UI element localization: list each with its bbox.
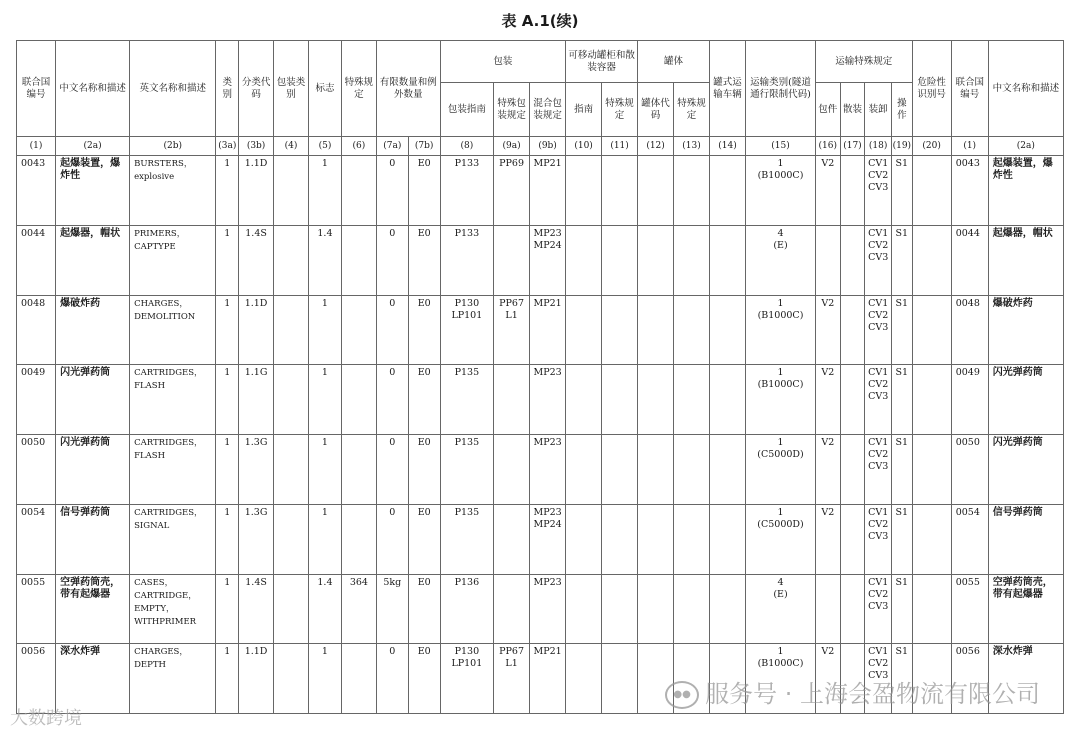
table-cell: 0055 [951,574,988,644]
table-cell [912,295,951,365]
table-cell: 1 [216,156,239,226]
header-portable-tanks: 可移动罐柜和散装容器 [566,41,638,83]
header-class-code: 分类代码 [239,41,274,137]
table-cell: 1 [216,225,239,295]
table-cell: 1 [309,644,342,714]
table-cell [840,225,865,295]
header-limited-excepted: 有限数量和例外数量 [376,41,440,137]
wechat-icon: ●● [665,681,699,709]
table-cell [274,574,309,644]
table-row [17,365,1064,435]
table-cell [840,574,865,644]
table-cell [341,504,376,574]
table-cell: PP67 L1 [494,644,530,714]
table-cell [274,295,309,365]
column-number: (18) [865,137,892,156]
table-cell: MP21 [530,156,566,226]
table-row [17,435,1064,505]
table-cell [840,504,865,574]
table-cell [602,504,638,574]
table-cell [341,435,376,505]
table-cell [274,644,309,714]
table-cell: 信号弹药筒 [56,504,130,574]
column-number: (12) [638,137,674,156]
table-cell: S1 [892,435,913,505]
table-cell: E0 [408,435,440,505]
header-name-en: 英文名称和描述 [130,41,216,137]
table-cell [815,225,840,295]
table-cell [602,225,638,295]
table-cell [638,156,674,226]
table-cell: MP23 [530,435,566,505]
table-cell: 0 [376,435,408,505]
table-cell: PP67 L1 [494,295,530,365]
table-cell [494,365,530,435]
table-cell [494,574,530,644]
table-cell: E0 [408,644,440,714]
header-mixed-pack: 混合包装规定 [530,83,566,137]
table-cell: 0055 [17,574,56,644]
table-cell: 信号弹药筒 [988,504,1063,574]
table-cell [674,156,710,226]
column-number: (19) [892,137,913,156]
table-cell [710,295,746,365]
table-cell: E0 [408,504,440,574]
header-packaging: 包装 [440,41,565,83]
column-number: (4) [274,137,309,156]
column-number: (14) [710,137,746,156]
table-cell: MP23 MP24 [530,225,566,295]
table-cell: S1 [892,156,913,226]
table-cell [674,435,710,505]
header-pack-special: 特殊包装规定 [494,83,530,137]
table-cell [638,435,674,505]
column-number: (3b) [239,137,274,156]
table-cell: PRIMERS， CAPTYPE [130,225,216,295]
column-number: (3a) [216,137,239,156]
table-cell [674,574,710,644]
table-cell: V2 [815,295,840,365]
table-cell [912,504,951,574]
table-cell: V2 [815,644,840,714]
table-cell [840,295,865,365]
table-cell: 1 (C5000D) [746,435,816,505]
table-cell [274,365,309,435]
table-cell [494,504,530,574]
table-cell: 0054 [951,504,988,574]
table-cell [912,435,951,505]
table-cell: V2 [815,435,840,505]
header-transport-special: 运输特殊规定 [815,41,912,83]
table-cell [341,156,376,226]
table-cell: 1.4S [239,574,274,644]
table-cell: 5kg [376,574,408,644]
table-cell: 爆破炸药 [56,295,130,365]
table-cell [710,504,746,574]
table-cell [566,574,602,644]
table-cell [674,504,710,574]
table-cell: 1.3G [239,504,274,574]
table-cell [912,156,951,226]
table-cell [710,435,746,505]
table-cell [274,504,309,574]
table-cell: 1.1D [239,295,274,365]
table-cell [912,225,951,295]
table-cell: CV1 CV2 CV3 [865,225,892,295]
table-cell [912,365,951,435]
table-cell: 1 (B1000C) [746,295,816,365]
header-pt-instr: 指南 [566,83,602,137]
table-cell: S1 [892,574,913,644]
table-cell: 深水炸弹 [988,644,1063,714]
table-cell: 0054 [17,504,56,574]
table-cell [638,295,674,365]
table-cell: P130 LP101 [440,295,493,365]
table-cell: 1 (B1000C) [746,644,816,714]
table-cell: P130 LP101 [440,644,493,714]
table-cell: 闪光弹药筒 [988,435,1063,505]
table-cell: CV1 CV2 CV3 [865,365,892,435]
table-cell: 364 [341,574,376,644]
table-row [17,295,1064,365]
table-cell [274,156,309,226]
table-cell [638,225,674,295]
table-cell: MP23 [530,365,566,435]
table-cell: 闪光弹药筒 [56,365,130,435]
column-number: (9b) [530,137,566,156]
table-cell [566,644,602,714]
table-cell: 0 [376,504,408,574]
table-cell: CV1 CV2 CV3 [865,574,892,644]
column-number: (7a) [376,137,408,156]
table-cell [341,295,376,365]
header-ts-load: 装卸 [865,83,892,137]
table-cell: 0056 [17,644,56,714]
table-cell [602,435,638,505]
table-cell [341,644,376,714]
table-cell: 1 [309,156,342,226]
table-row [17,156,1064,226]
table-cell: 0044 [17,225,56,295]
table-cell [710,365,746,435]
table-cell [674,225,710,295]
table-cell [638,574,674,644]
table-cell: 0049 [17,365,56,435]
table-cell: MP21 [530,295,566,365]
table-cell: P135 [440,504,493,574]
header-pt-special: 特殊规定 [602,83,638,137]
table-cell: 0056 [951,644,988,714]
table-cell [566,504,602,574]
table-cell: CHARGES， DEMOLITION [130,295,216,365]
header-un-no-right: 联合国编号 [951,41,988,137]
table-row [17,225,1064,295]
table-cell: 0049 [951,365,988,435]
header-special-provisions: 特殊规定 [341,41,376,137]
column-number: (2b) [130,137,216,156]
header-pack-instr: 包装指南 [440,83,493,137]
table-cell [602,156,638,226]
table-cell [566,435,602,505]
column-number: (5) [309,137,342,156]
table-cell: BURSTERS， explosive [130,156,216,226]
table-cell: 1.1G [239,365,274,435]
table-cell [840,156,865,226]
table-cell [602,295,638,365]
table-cell: 0050 [951,435,988,505]
table-cell: 0043 [951,156,988,226]
table-row [17,504,1064,574]
table-cell: 空弹药筒壳，带有起爆器 [988,574,1063,644]
dangerous-goods-table [16,40,1064,714]
column-number: (1) [951,137,988,156]
table-cell: P133 [440,156,493,226]
column-number: (10) [566,137,602,156]
table-cell [840,365,865,435]
table-cell: 4 (E) [746,574,816,644]
table-cell: 1 [216,295,239,365]
table-cell: S1 [892,644,913,714]
table-cell [274,435,309,505]
header-tank: 罐体 [638,41,710,83]
table-cell: CV1 CV2 CV3 [865,156,892,226]
table-cell [602,644,638,714]
header-labels: 标志 [309,41,342,137]
table-cell [566,156,602,226]
table-cell: MP23 [530,574,566,644]
table-cell: CV1 CV2 CV3 [865,644,892,714]
column-number: (15) [746,137,816,156]
table-cell: 起爆装置，爆炸性 [988,156,1063,226]
table-cell: 1 [309,295,342,365]
table-cell: 4 (E) [746,225,816,295]
table-cell [710,574,746,644]
table-cell: S1 [892,225,913,295]
table-cell: V2 [815,365,840,435]
table-cell: CARTRIDGES， SIGNAL [130,504,216,574]
column-number: (20) [912,137,951,156]
table-cell: S1 [892,365,913,435]
table-cell: 1 [216,504,239,574]
header-ts-pack: 包件 [815,83,840,137]
table-cell [602,365,638,435]
table-cell: 0044 [951,225,988,295]
table-cell: MP23 MP24 [530,504,566,574]
column-number: (8) [440,137,493,156]
table-cell: 1.1D [239,644,274,714]
table-cell: 0 [376,644,408,714]
header-class: 类别 [216,41,239,137]
column-number: (17) [840,137,865,156]
table-cell: 1 [309,435,342,505]
table-cell: E0 [408,365,440,435]
column-number: (6) [341,137,376,156]
watermark [665,674,1040,709]
table-cell: E0 [408,574,440,644]
table-cell: 1.4 [309,225,342,295]
watermark-text: 服务号 · 上海会盈物流有限公司 [705,680,1040,708]
table-cell [566,225,602,295]
table-cell [840,435,865,505]
header-un-no: 联合国编号 [17,41,56,137]
table-cell [710,225,746,295]
table-cell: 0043 [17,156,56,226]
table-cell [912,574,951,644]
table-cell: 1 (B1000C) [746,365,816,435]
table-cell: 1.4S [239,225,274,295]
table-cell: S1 [892,295,913,365]
table-cell: E0 [408,156,440,226]
table-cell: 闪光弹药筒 [988,365,1063,435]
table-cell [566,365,602,435]
table-cell: 1 (C5000D) [746,504,816,574]
table-cell: 闪光弹药筒 [56,435,130,505]
table-cell: 0 [376,295,408,365]
table-cell [494,225,530,295]
table-cell [602,574,638,644]
table-cell [274,225,309,295]
table-cell: P136 [440,574,493,644]
column-number: (13) [674,137,710,156]
table-cell: E0 [408,295,440,365]
header-tank-special: 特殊规定 [674,83,710,137]
table-cell [638,504,674,574]
table-cell: 0048 [17,295,56,365]
table-cell: 1.1D [239,156,274,226]
table-cell [674,295,710,365]
table-cell: 1 (B1000C) [746,156,816,226]
table-cell: V2 [815,504,840,574]
table-title: 表 A.1(续) [501,12,579,30]
table-cell: CV1 CV2 CV3 [865,295,892,365]
table-cell: E0 [408,225,440,295]
column-number: (2a) [56,137,130,156]
table-cell: 起爆器，帽状 [988,225,1063,295]
table-cell: PP69 [494,156,530,226]
table-cell [638,365,674,435]
header-name-zh: 中文名称和描述 [56,41,130,137]
table-cell: 1 [216,435,239,505]
column-number: (11) [602,137,638,156]
column-number: (9a) [494,137,530,156]
column-number: (16) [815,137,840,156]
table-cell: 0 [376,156,408,226]
header-ts-op: 操作 [892,83,913,137]
table-cell: 1 [216,365,239,435]
table-cell: CV1 CV2 CV3 [865,504,892,574]
table-cell: 0050 [17,435,56,505]
table-cell [341,225,376,295]
table-cell: CASES， CARTRIDGE， EMPTY， WITHPRIMER [130,574,216,644]
table-cell: P133 [440,225,493,295]
table-cell: 1 [216,574,239,644]
table-cell: CARTRIDGES， FLASH [130,365,216,435]
table-cell [566,295,602,365]
table-cell [710,156,746,226]
watermark-secondary [10,704,82,730]
header-packing-group: 包装类别 [274,41,309,137]
table-cell: 1 [309,504,342,574]
column-number: (2a) [988,137,1063,156]
header-hazard-id: 危险性识别号 [912,41,951,137]
table-cell: P135 [440,365,493,435]
table-cell: 爆破炸药 [988,295,1063,365]
table-cell: 1 [309,365,342,435]
table-cell [815,574,840,644]
header-transport-category: 运输类别(隧道通行限制代码) [746,41,816,137]
header-ts-bulk: 散装 [840,83,865,137]
table-cell [341,365,376,435]
table-cell: CARTRIDGES， FLASH [130,435,216,505]
table-cell: MP21 [530,644,566,714]
header-name-zh-right: 中文名称和描述 [988,41,1063,137]
table-cell: 1.3G [239,435,274,505]
column-number: (1) [17,137,56,156]
table-cell: CHARGES， DEPTH [130,644,216,714]
table-cell: 0048 [951,295,988,365]
table-cell: 1.4 [309,574,342,644]
table-cell: P135 [440,435,493,505]
column-number: (7b) [408,137,440,156]
table-cell [494,435,530,505]
table-cell [674,365,710,435]
table-cell: V2 [815,156,840,226]
table-cell: S1 [892,504,913,574]
table-cell: 深水炸弹 [56,644,130,714]
table-row [17,574,1064,644]
table-cell: 1 [216,644,239,714]
header-tank-vehicle: 罐式运输车辆 [710,41,746,137]
header-tank-code: 罐体代码 [638,83,674,137]
table-cell: CV1 CV2 CV3 [865,435,892,505]
table-cell: 起爆器，帽状 [56,225,130,295]
watermark-secondary-text: 大数跨境 [10,708,82,729]
table-cell: 空弹药筒壳，带有起爆器 [56,574,130,644]
table-cell: 0 [376,365,408,435]
table-cell: 起爆装置，爆炸性 [56,156,130,226]
table-cell: 0 [376,225,408,295]
